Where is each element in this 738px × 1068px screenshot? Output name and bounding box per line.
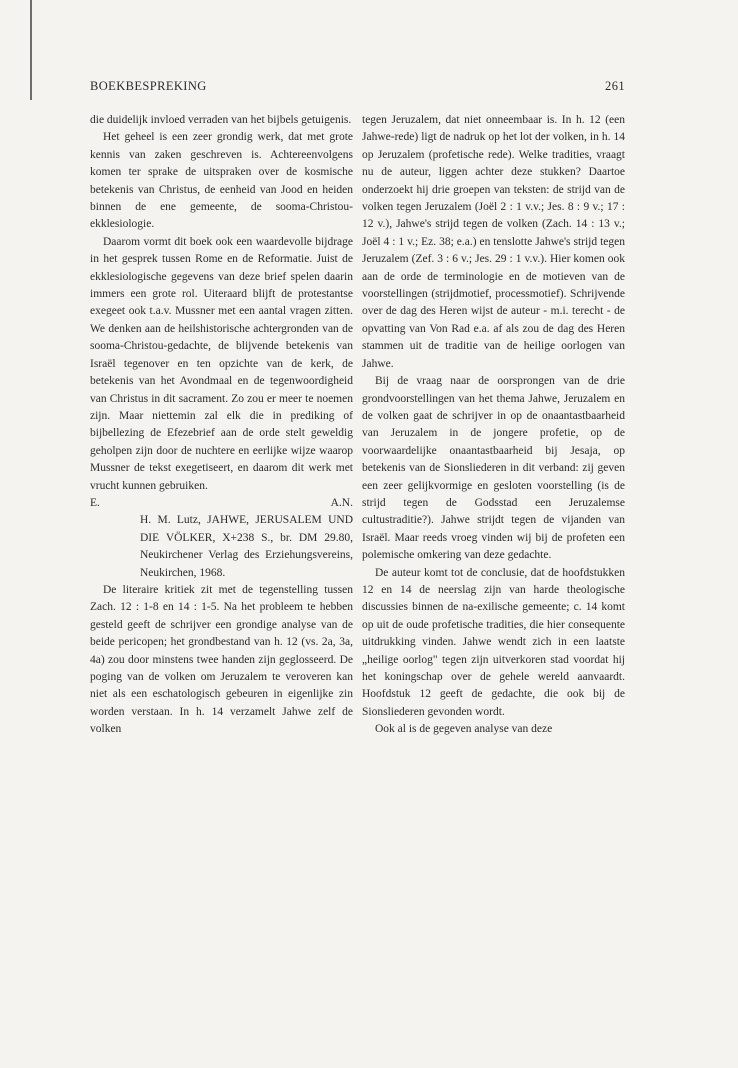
review-heading: H. M. Lutz, JAHWE, JERUSALEM UND DIE VÖLKER, X+238 S., br. DM 29.80, Neukirchener Verlag des Erziehungsvereins, Neukirchen, 1968. bbox=[140, 514, 353, 579]
paragraph: Ook al is de gegeven analyse van deze bbox=[375, 723, 553, 736]
right-column bbox=[362, 112, 625, 739]
left-column bbox=[90, 112, 353, 739]
paragraph: Bij de vraag naar de oorsprongen van de drie grondvoorstellingen van het thema Jahwe, Jeruzalem en de volken gaat de schrijver in op de onaantastbaarheid van Jeruzalem in de jongere profetie, op de voorwaardelijke onaantastbaarheid bij Jesaja, op betekenis van de Sionsliederen in dit verband: zij geven een zeer gelijkvormige en gesloten voorstelling (is de strijd tegen de Godsstad een Jeruzalemse cultustraditie?). Jahwe strijdt tegen de vijanden van Israël. Maar reeds vroeg vinden wij bij de profeten een polemische omkering van deze gedachte. bbox=[362, 375, 625, 562]
paragraph: Het geheel is een zeer grondig werk, dat met grote kennis van zaken geschreven is. Achtereenvolgens komen ter sprake de uitspraken over de kosmische betekenis van Christus, de eenheid van Jood en heiden binnen de ene gemeente, de sooma-Christou-ekklesiologie. bbox=[90, 131, 353, 231]
paragraph: Daarom vormt dit boek ook een waardevolle bijdrage in het gesprek tussen Rome en de Reformatie. Juist de ekklesiologische gegevens van deze brief spelen daarin immers een grote rol. Uiteraard blijft de protestantse exegeet ook t.a.v. Mussner met een aantal vragen zitten. We denken aan de heilshistorische achtergronden van de sooma-Christou-gedachte, de blijvende betekenis van Israël tegenover en ten opzichte van de kerk, de betekenis van het Avondmaal en de tegenwoordigheid van Christus in dit sacrament. Zo zou er meer te noemen zijn. Maar niettemin zal elk die in prediking of bijbellezing de Efezebrief aan de orde stelt geweldig geholpen zijn door de nuchtere en eerlijke wijze waarop Mussner de tekst exegetiseert, en daarom dit werk met vrucht kunnen gebruiken. bbox=[90, 235, 353, 492]
review-signature bbox=[90, 495, 353, 512]
paragraph: die duidelijk invloed verraden van het bijbels getuigenis. bbox=[90, 114, 352, 126]
scan-edge-line bbox=[30, 0, 32, 100]
signature-author: A.N. bbox=[330, 496, 353, 509]
signature-initial: E. bbox=[90, 496, 100, 509]
page-number: 261 bbox=[605, 79, 625, 93]
paragraph: De auteur komt tot de conclusie, dat de hoofdstukken 12 en 14 de neerslag zijn van harde theologische discussies binnen de na-exilische gemeente; c. 14 komt op uit de oude profetische tradities, die hier consequente uitdrukking vinden. Jahwe wendt zich in een laatste „heilige oorlog" tegen zijn uitverkoren stad voordat hij het koningschap over de gehele wereld aanvaardt. Hoofdstuk 12 geeft de gedachte, die ook bij de Sionsliederen gevonden wordt. bbox=[362, 566, 625, 718]
paragraph: De literaire kritiek zit met de tegenstelling tussen Zach. 12 : 1-8 en 14 : 1-5. Na het probleem te hebben gesteld geeft de schrijver een grondige analyse van de beide pericopen; het grondbestand van h. 12 (vs. 2a, 3a, 4a) zou door minstens twee handen zijn geglosseerd. De poging van de volken om Jeruzalem te veroveren kan niet als een eschatologisch gebeuren in eigenlijke zin worden verstaan. In h. 14 verzamelt Jahwe zelf de volken bbox=[90, 583, 353, 736]
paragraph: tegen Jeruzalem, dat niet onneembaar is. In h. 12 (een Jahwe-rede) ligt de nadruk op het lot der volken, in h. 14 op Jeruzalem (profetische rede). Welke tradities, vraagt nu de auteur, liggen achter deze stukken? Daartoe onderzoekt hij drie groepen van teksten: de strijd van de volken tegen Jeruzalem (Joël 2 : 1 v.v.; Jes. 8 : 9 v.; 17 : 12 v.), Jahwe's strijd tegen de volken (Zach. 14 : 13 v.; Joël 4 : 1 v.; Ez. 38; e.a.) en tenslotte Jahwe's strijd tegen Jeruzalem (Zef. 3 : 6 v.; Jes. 29 : 1 v.v.). Hier komen ook aan de orde de terminologie en de motieven van de voorstellingen (strijdmotief, processmotief). Schrijvende over de dag des Heren wijst de auteur - m.i. terecht - de opvatting van Von Rad e.a. af als zou de dag des Heren stammen uit de traditie van de heilige oorlogen van Jahwe. bbox=[362, 114, 625, 370]
running-head-title: BOEKBESPREKING bbox=[90, 79, 207, 93]
